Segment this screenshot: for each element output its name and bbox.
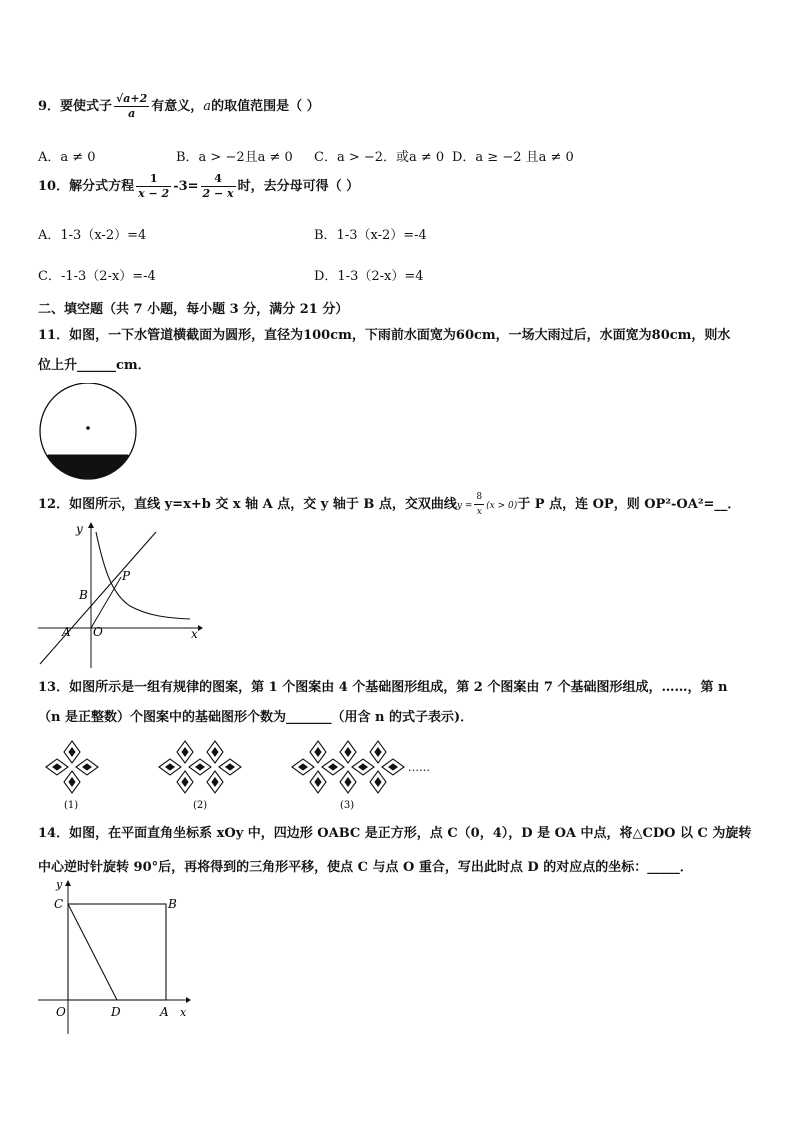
q10-option-d[interactable]: D．1-3（2-x）=4 (314, 269, 424, 284)
q10-option-c[interactable]: C．-1-3（2-x）=-4 (38, 269, 156, 284)
q10-fraction-2 (201, 172, 236, 201)
q9-option-a[interactable]: A．a ≠ 0 (38, 150, 96, 165)
q9-suffix-a: 有意义， (151, 99, 204, 114)
q10-f1-num: 1 (136, 172, 171, 187)
line-y-x-b (40, 532, 156, 664)
q10-suffix: 时，去分母可得（ ） (237, 179, 360, 194)
q12-frac-num: 8 (474, 490, 484, 505)
q13-pattern-figure (40, 738, 460, 814)
q12-stem (38, 490, 740, 519)
label-b: B (168, 897, 177, 911)
q9-fraction (114, 92, 149, 121)
caption-1: (1) (64, 800, 79, 811)
q9-option-b[interactable]: B．a > −2且a ≠ 0 (176, 150, 293, 165)
label-d: D (111, 1005, 121, 1019)
q12-frac-den: x (476, 507, 482, 517)
q10-prefix: 10．解分式方程 (38, 179, 135, 194)
circle-center-dot (86, 426, 90, 430)
hyperbola-curve (96, 532, 190, 619)
label-x: x (191, 627, 198, 641)
q10-f2-den: 2 − x (202, 187, 234, 200)
segment-op (91, 577, 121, 628)
q14-square-figure (38, 876, 198, 1036)
pattern-2 (159, 741, 241, 793)
label-c: C (54, 897, 64, 911)
label-o: O (56, 1005, 66, 1019)
y-axis-arrow-icon (88, 522, 94, 528)
section-2-title: 二、填空题（共 7 小题，每小题 3 分，满分 21 分） (38, 302, 349, 317)
q10-fraction-1 (136, 172, 171, 201)
x-axis-arrow-icon (198, 625, 203, 631)
q11-line-2: 位上升______cm． (38, 358, 151, 373)
q9-var: a (203, 99, 212, 114)
q12-condition: (x > 0) (486, 501, 518, 511)
q10-f1-den: x − 2 (138, 187, 170, 200)
label-a: A (62, 625, 71, 639)
label-x: x (180, 1006, 187, 1019)
label-y: y (76, 522, 83, 536)
x-axis-arrow-icon (186, 997, 191, 1003)
label-y: y (56, 878, 63, 891)
q9-frac-den: a (128, 107, 136, 120)
q13-line-2: （n 是正整数）个图案中的基础图形个数为_______（用含 n 的式子表示)． (38, 710, 474, 725)
pattern-3 (292, 741, 404, 793)
q10-option-a[interactable]: A．1-3（x-2）=4 (38, 228, 147, 243)
q12-curve-lhs: y = (456, 501, 473, 511)
q14-line-2: 中心逆时针旋转 90°后，再将得到的三角形平移，使点 C 与点 O 重合，写出此时点 D 的对应点的坐标：_____． (38, 860, 693, 875)
q12-suffix: 于 P 点，连 OP，则 OP²-OA²=__． (517, 497, 741, 512)
q9-prefix: 9．要使式子 (38, 99, 113, 114)
q12-coordinate-figure (38, 520, 208, 670)
label-b: B (79, 588, 88, 602)
pipe-cross-section-figure (34, 383, 144, 483)
q9-option-d[interactable]: D．a ≥ −2 且a ≠ 0 (452, 150, 574, 165)
q12-prefix: 12．如图所示，直线 y=x+b 交 x 轴 A 点，交 y 轴于 B 点，交双曲线 (38, 497, 457, 512)
q13-line-1: 13．如图所示是一组有规律的图案，第 1 个图案由 4 个基础图形组成，第 2 个图案由 7 个基础图形组成，……，第 n (38, 680, 728, 695)
label-a: A (160, 1005, 169, 1019)
pattern-1 (46, 741, 98, 793)
q10-f2-num: 4 (201, 172, 236, 187)
q9-stem (38, 92, 320, 121)
q10-stem (38, 172, 359, 201)
caption-2: (2) (193, 800, 208, 811)
y-axis-arrow-icon (65, 880, 71, 886)
label-p: P (122, 569, 131, 583)
pattern-ellipsis: …… (408, 761, 430, 774)
q9-option-c[interactable]: C．a > −2．或a ≠ 0 (314, 150, 445, 165)
q10-option-b[interactable]: B．1-3（x-2）=-4 (314, 228, 427, 243)
square-oabc (68, 904, 166, 1000)
segment-cd (68, 904, 117, 1000)
q9-frac-num: √a+2 (116, 92, 148, 105)
q11-line-1: 11．如图，一下水管道横截面为圆形，直径为100cm，下雨前水面宽为60cm，一场大雨过后，水面宽为80cm，则水 (38, 328, 731, 343)
q12-fraction (474, 490, 484, 519)
caption-3: (3) (340, 800, 355, 811)
q10-mid: -3= (173, 179, 199, 194)
q14-line-1: 14．如图，在平面直角坐标系 xOy 中，四边形 OABC 是正方形，点 C（0，4），D 是 OA 中点，将△CDO 以 C 为旋转 (38, 826, 752, 841)
label-o: O (93, 625, 103, 639)
q9-suffix-b: 的取值范围是（ ） (211, 99, 320, 114)
